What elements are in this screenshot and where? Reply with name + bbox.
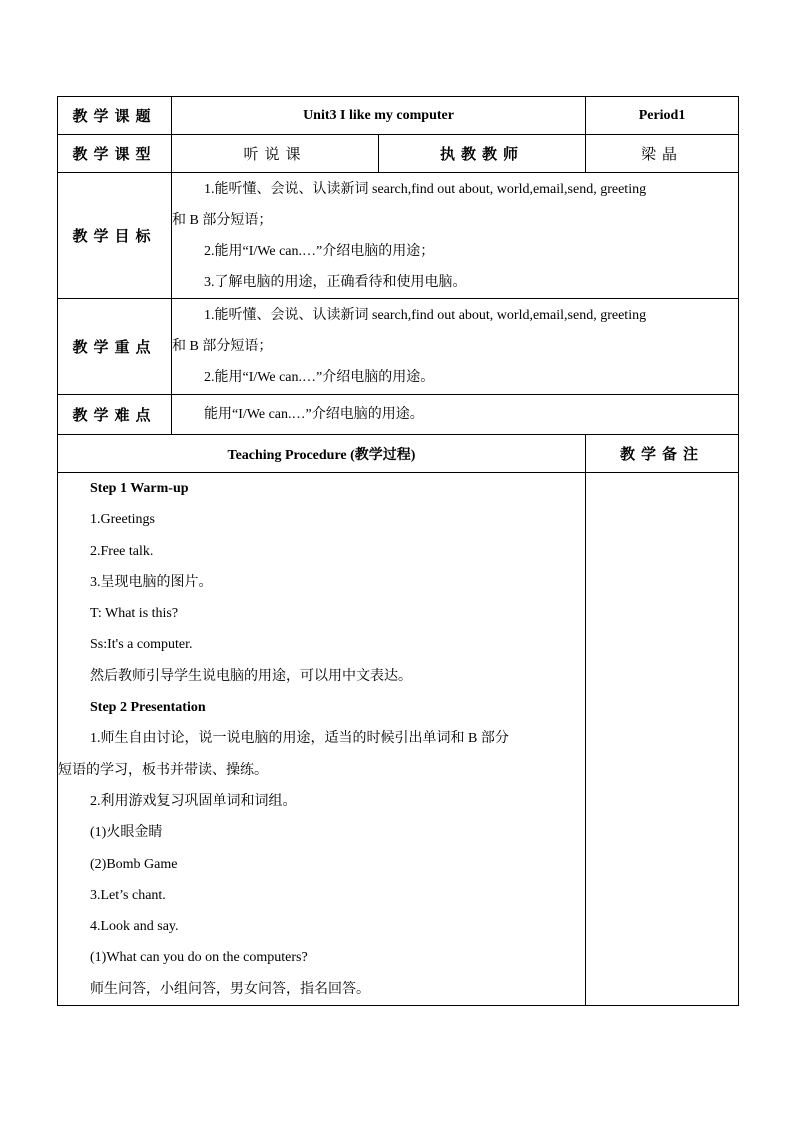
topic-row [58, 97, 739, 135]
lesson-plan-table [57, 96, 739, 1006]
procedure-line: 短语的学习，板书并带读、操练。 [58, 762, 268, 778]
type-row [58, 135, 739, 173]
objectives-line: 1.能听懂、会说、认读新词 search,find out about, world,email,send, greeting [204, 181, 647, 197]
notes-label: 教学备注 [586, 435, 739, 473]
procedure-line: 4.Look and say. [90, 919, 179, 935]
objectives-line: 2.能用“I/We can.…”介绍电脑的用途； [204, 243, 435, 259]
notes-content [586, 473, 739, 1006]
objectives-row [58, 173, 739, 299]
key-points-line: 1.能听懂、会说、认读新词 search,find out about, world,email,send, greeting [204, 308, 647, 323]
procedure-title: Teaching Procedure (教学过程) [58, 435, 586, 473]
procedure-line: 2.Free talk. [90, 543, 154, 559]
step-heading: Step 2 Presentation [90, 700, 206, 716]
key-points-row [58, 299, 739, 395]
step-heading: Step 1 Warm-up [90, 481, 189, 496]
teacher-value: 梁晶 [586, 135, 739, 173]
key-points-line: 2.能用“I/We can.…”介绍电脑的用途。 [204, 370, 435, 385]
key-points-label: 教学重点 [58, 299, 172, 395]
objectives-line: 和 B 部分短语； [172, 212, 273, 228]
key-points-line: 和 B 部分短语； [172, 339, 273, 354]
procedure-line: 1.Greetings [90, 512, 155, 528]
procedure-row [58, 473, 739, 1006]
procedure-header-row [58, 435, 739, 473]
topic-value: Unit3 I like my computer [172, 97, 586, 135]
procedure-line: 3.呈现电脑的图片。 [90, 574, 213, 590]
procedure-line: 3.Let’s chant. [90, 887, 166, 903]
procedure-line: (1)火眼金睛 [90, 825, 163, 841]
objectives-label: 教学目标 [58, 173, 172, 299]
difficulties-row [58, 395, 739, 435]
type-label: 教学课型 [58, 135, 172, 173]
period-value: Period1 [586, 97, 739, 135]
procedure-content [58, 473, 586, 1006]
difficulties-label: 教学难点 [58, 395, 172, 435]
difficulties-content [172, 395, 739, 435]
procedure-line: (1)What can you do on the computers? [90, 950, 308, 966]
procedure-line: Ss:It's a computer. [90, 637, 193, 653]
procedure-line: 然后教师引导学生说电脑的用途，可以用中文表达。 [90, 668, 412, 684]
objectives-line: 3.了解电脑的用途，正确看待和使用电脑。 [204, 274, 467, 290]
procedure-line: 2.利用游戏复习巩固单词和词组。 [90, 793, 297, 809]
type-value: 听说课 [172, 135, 379, 173]
difficulties-text: 能用“I/We can.…”介绍电脑的用途。 [204, 407, 424, 422]
procedure-line: 1.师生自由讨论，说一说电脑的用途，适当的时候引出单词和 B 部分 [90, 731, 509, 747]
procedure-line: T: What is this? [90, 606, 179, 622]
topic-label: 教学课题 [58, 97, 172, 135]
procedure-line: (2)Bomb Game [90, 856, 178, 872]
teacher-label: 执教教师 [379, 135, 586, 173]
procedure-line: 师生问答，小组问答，男女问答，指名回答。 [90, 981, 370, 997]
key-points-content [172, 299, 739, 395]
objectives-content [172, 173, 739, 299]
